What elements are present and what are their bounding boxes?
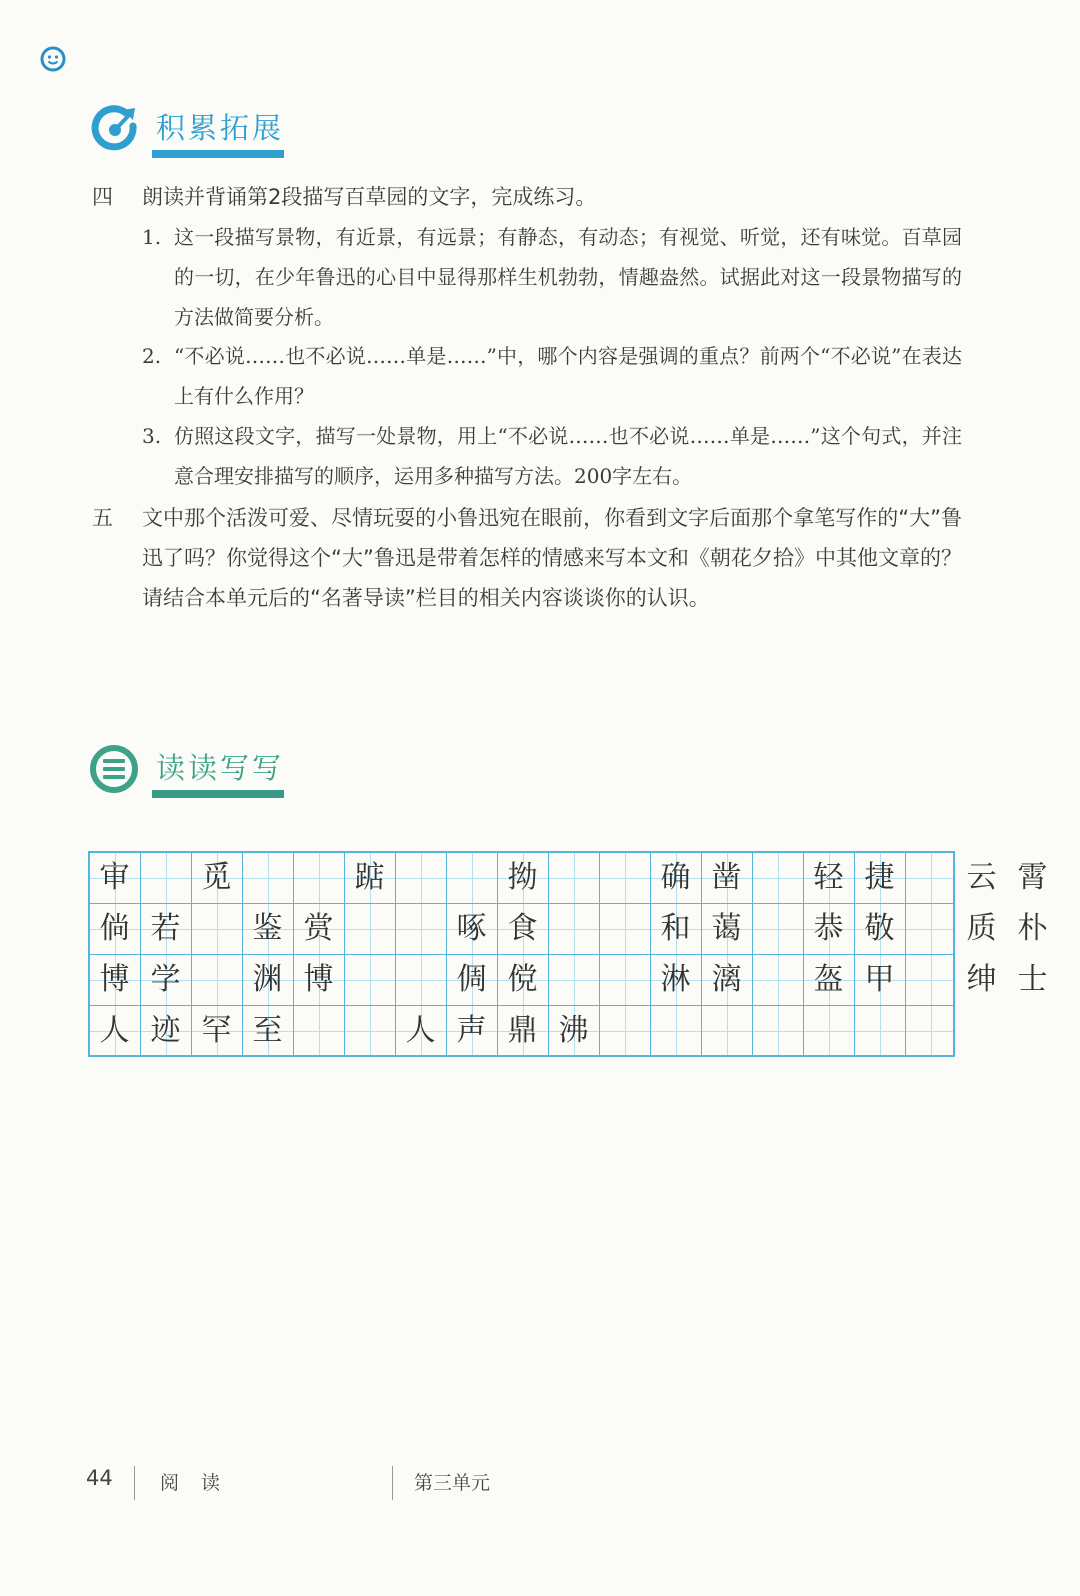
grid-character: 人 bbox=[405, 1013, 436, 1048]
page-number: 44 bbox=[86, 1466, 113, 1490]
footer-divider bbox=[392, 1466, 393, 1500]
section-header-accumulate bbox=[90, 104, 350, 166]
list-lines-icon bbox=[90, 744, 140, 794]
title-underline bbox=[152, 790, 284, 798]
grid-character: 鉴 bbox=[252, 911, 283, 946]
grid-character: 人 bbox=[99, 1013, 130, 1048]
grid-character: 倜 bbox=[456, 962, 487, 997]
sub-question-text: 这一段描写景物，有近景，有远景；有静态，有动态；有视觉、听觉，还有味觉。百草园的一切，在少年鲁迅的心目中显得那样生机勃勃，情趣盎然。试据此对这一段景物描写的方法做简要分析。 bbox=[174, 225, 962, 329]
grid-character: 审 bbox=[99, 860, 130, 895]
sub-question-1 bbox=[142, 217, 962, 337]
question-five bbox=[92, 498, 962, 618]
grid-character: 绅 bbox=[966, 962, 997, 997]
grid-character: 霄 bbox=[1017, 860, 1048, 895]
section-title: 读读写写 bbox=[156, 751, 285, 785]
sub-question-number: 3. bbox=[142, 424, 162, 448]
grid-character: 声 bbox=[456, 1013, 487, 1048]
section-header-read-write bbox=[90, 744, 350, 806]
sub-question-text: “不必说……也不必说……单是……”中，哪个内容是强调的重点？前两个“不必说”在表达上有什么作用？ bbox=[174, 344, 962, 408]
grid-character: 倘 bbox=[99, 911, 130, 946]
grid-character: 罕 bbox=[201, 1013, 232, 1048]
grid-character: 捷 bbox=[864, 860, 895, 895]
grid-character: 云 bbox=[966, 860, 997, 895]
footer-divider bbox=[134, 1466, 135, 1500]
grid-character: 学 bbox=[150, 962, 181, 997]
smiley-icon bbox=[40, 46, 66, 72]
grid-character: 盔 bbox=[813, 962, 844, 997]
grid-character: 鼎 bbox=[507, 1013, 538, 1048]
grid-character: 轻 bbox=[813, 860, 844, 895]
grid-character: 觅 bbox=[201, 860, 232, 895]
grid-character: 至 bbox=[252, 1013, 283, 1048]
title-underline bbox=[152, 150, 284, 158]
grid-character: 渊 bbox=[252, 962, 283, 997]
grid-character: 沸 bbox=[558, 1013, 589, 1048]
grid-character: 赏 bbox=[303, 911, 334, 946]
grid-character: 博 bbox=[303, 962, 334, 997]
grid-character: 食 bbox=[507, 911, 538, 946]
grid-character: 傥 bbox=[507, 962, 538, 997]
sub-question-2 bbox=[142, 336, 962, 416]
grid-character: 敬 bbox=[864, 911, 895, 946]
question-number: 四 bbox=[92, 185, 113, 209]
grid-character: 拗 bbox=[507, 860, 538, 895]
question-text: 文中那个活泼可爱、尽情玩耍的小鲁迅宛在眼前，你看到文字后面那个拿笔写作的“大”鲁迅了吗？你觉得这个“大”鲁迅是带着怎样的情感来写本文和《朝花夕拾》中其他文章的？请结合本单元后的“名著导读”栏目的相关内容谈谈你的认识。 bbox=[142, 506, 962, 610]
grid-character: 蔼 bbox=[711, 911, 742, 946]
grid-character: 和 bbox=[660, 911, 691, 946]
refresh-target-icon bbox=[90, 104, 140, 154]
grid-character: 迹 bbox=[150, 1013, 181, 1048]
grid-character: 士 bbox=[1017, 962, 1048, 997]
sub-question-number: 1. bbox=[142, 225, 162, 249]
grid-character: 踮 bbox=[354, 860, 385, 895]
grid-character: 若 bbox=[150, 911, 181, 946]
question-four bbox=[92, 177, 962, 217]
grid-character: 啄 bbox=[456, 911, 487, 946]
grid-character: 淋 bbox=[660, 962, 691, 997]
sub-question-3 bbox=[142, 416, 962, 496]
sub-question-number: 2. bbox=[142, 344, 162, 368]
grid-character: 甲 bbox=[864, 962, 895, 997]
grid-character: 凿 bbox=[711, 860, 742, 895]
footer-section-label: 阅 读 bbox=[160, 1472, 229, 1494]
section-title: 积累拓展 bbox=[156, 111, 285, 145]
question-number: 五 bbox=[92, 506, 113, 530]
vocabulary-grid bbox=[88, 851, 1048, 1057]
sub-question-text: 仿照这段文字，描写一处景物，用上“不必说……也不必说……单是……”这个句式，并注意合理安排描写的顺序，运用多种描写方法。200字左右。 bbox=[174, 424, 962, 488]
grid-character: 漓 bbox=[711, 962, 742, 997]
grid-character: 质 bbox=[966, 911, 997, 946]
grid-character: 恭 bbox=[813, 911, 844, 946]
grid-character: 确 bbox=[660, 860, 691, 895]
footer-unit-label: 第三单元 bbox=[414, 1472, 491, 1494]
grid-character: 朴 bbox=[1017, 911, 1048, 946]
grid-character: 博 bbox=[99, 962, 130, 997]
question-text: 朗读并背诵第2段描写百草园的文字，完成练习。 bbox=[142, 185, 597, 209]
